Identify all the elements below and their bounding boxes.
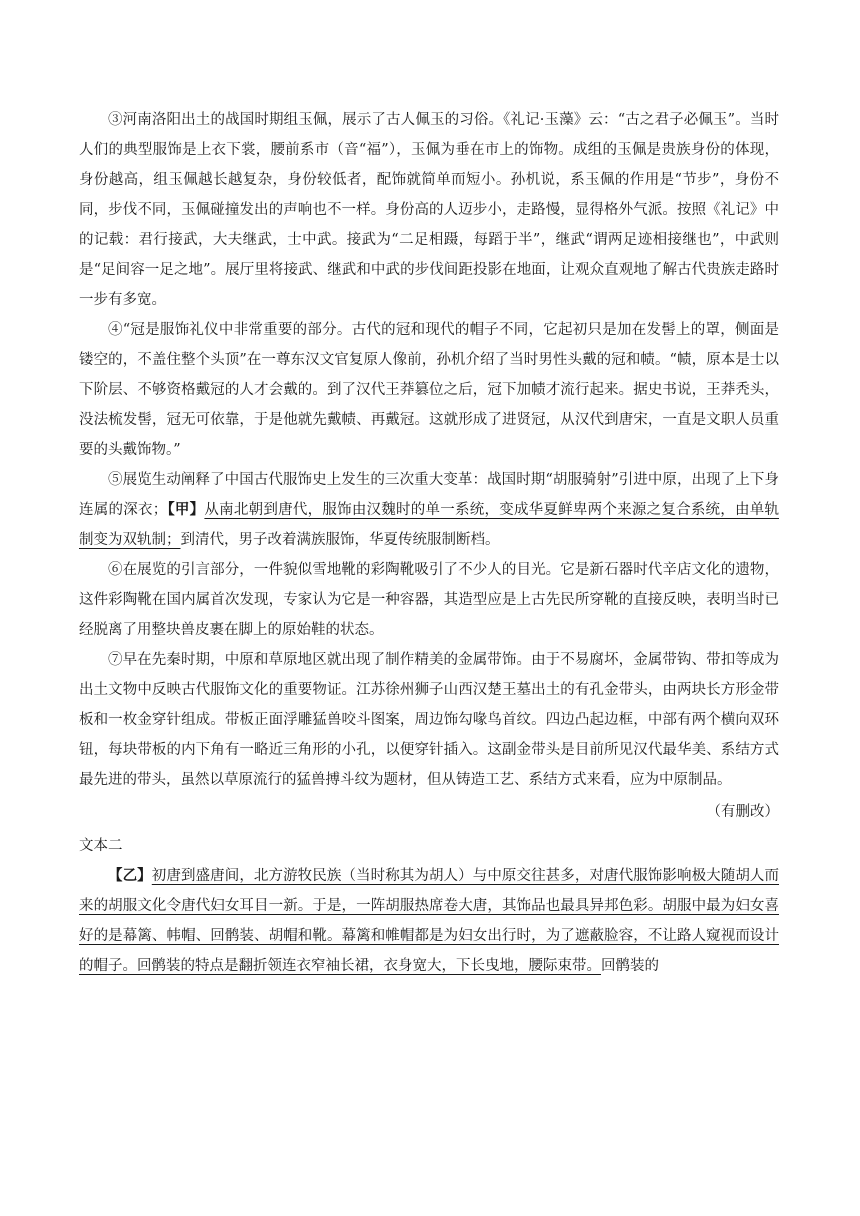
paragraph-5	[79, 465, 779, 555]
paragraph-5-lead: ⑤展览生动阐释了中国古代服饰史上发生的三次重大变革：战国时期“胡服骑射”引进中原，出现了上下身连属的深衣；	[79, 472, 779, 518]
marker-yi: 【乙】	[108, 867, 152, 884]
paragraph-5-tail: 到清代，男子改着满族服饰，华夏传统服制断档。	[180, 532, 500, 548]
paragraph-3: ③河南洛阳出土的战国时期组玉佩，展示了古人佩玉的习俗。《礼记·玉藻》云：“古之君子必佩玉”。当时人们的典型服饰是上衣下裳，腰前系市（音“福”），玉佩为垂在市上的饰物。成组的玉佩是贵族身份的体现，身份越高，组玉佩越长越复杂，身份较低者，配饰就简单而短小。孙机说，系玉佩的作用是“节步”，身份不同，步伐不同，玉佩碰撞发出的声响也不一样。身份高的人迈步小，走路慢，显得格外气派。按照《礼记》中的记载：君行接武，大夫继武，士中武。接武为“二足相蹑，每蹈于半”，继武“谓两足迹相接继也”，中武则是“足间容一足之地”。展厅里将接武、继武和中武的步伐间距投影在地面，让观众直观地了解古代贵族走路时一步有多宽。	[79, 112, 779, 308]
paragraph-4: ④“冠是服饰礼仪中非常重要的部分。古代的冠和现代的帽子不同，它起初只是加在发髻上的罩，侧面是镂空的，不盖住整个头顶”在一尊东汉文官复原人像前，孙机介绍了当时男性头戴的冠和帻。“帻，原本是士以下阶层、不够资格戴冠的人才会戴的。到了汉代王莽篡位之后，冠下加帻才流行起来。据史书说，王莽秃头，没法梳发髻，冠无可依靠，于是他就先戴帻、再戴冠。这就形成了进贤冠，从汉代到唐宋，一直是文职人员重要的头戴饰物。”	[79, 322, 779, 458]
paragraph-7: ⑦早在先秦时期，中原和草原地区就出现了制作精美的金属带饰。由于不易腐坏，金属带钩、带扣等成为出土文物中反映古代服饰文化的重要物证。江苏徐州狮子山西汉楚王墓出土的有孔金带头，由两块长方形金带板和一枚金穿针组成。带板正面浮雕猛兽咬斗图案，周边饰勾喙鸟首纹。四边凸起边框，中部有两个横向双环钮，每块带板的内下角有一略近三角形的小孔，以便穿针插入。这副金带头是目前所见汉代最华美、系结方式最先进的带头，虽然以草原流行的猛兽搏斗纹为题材，但从铸造工艺、系结方式来看，应为中原制品。	[79, 652, 779, 788]
underlined-passage-yi: 初唐到盛唐间，北方游牧民族（当时称其为胡人）与中原交往甚多，对唐代服饰影响极大随胡人而来的胡服文化令唐代妇女耳目一新。于是，一阵胡服热席卷大唐，其饰品也最具异邦色彩。胡服中最为妇女喜好的是幕篱、帏帽、回鹘装、胡帽和靴。幕篱和帷帽都是为妇女出行时，为了遮蔽脸容，不让路人窥视而设计的帽子。回鹘装的特点是翻折领连衣窄袖长裙，衣身宽大，下长曳地，腰际束带。	[79, 868, 780, 974]
paragraph-6: ⑥在展览的引言部分，一件貌似雪地靴的彩陶靴吸引了不少人的目光。它是新石器时代辛店文化的遗物，这件彩陶靴在国内属首次发现，专家认为它是一种容器，其造型应是上古先民所穿靴的直接反映，表明当时已经脱离了用整块兽皮裹在脚上的原始鞋的状态。	[79, 562, 779, 638]
paragraph-text-two-tail: 回鹘装的	[601, 958, 659, 974]
section-title: 文本二	[79, 838, 123, 854]
document-page	[79, 105, 779, 981]
paragraph-text-two	[79, 861, 779, 981]
edit-note: （有删改）	[706, 804, 779, 820]
underlined-passage-jia: 从南北朝到唐代，服饰由汉魏时的单一系统，变成华夏鲜卑两个来源之复合系统，由单轨制变为双轨制；	[79, 502, 780, 548]
marker-jia: 【甲】	[167, 501, 205, 518]
